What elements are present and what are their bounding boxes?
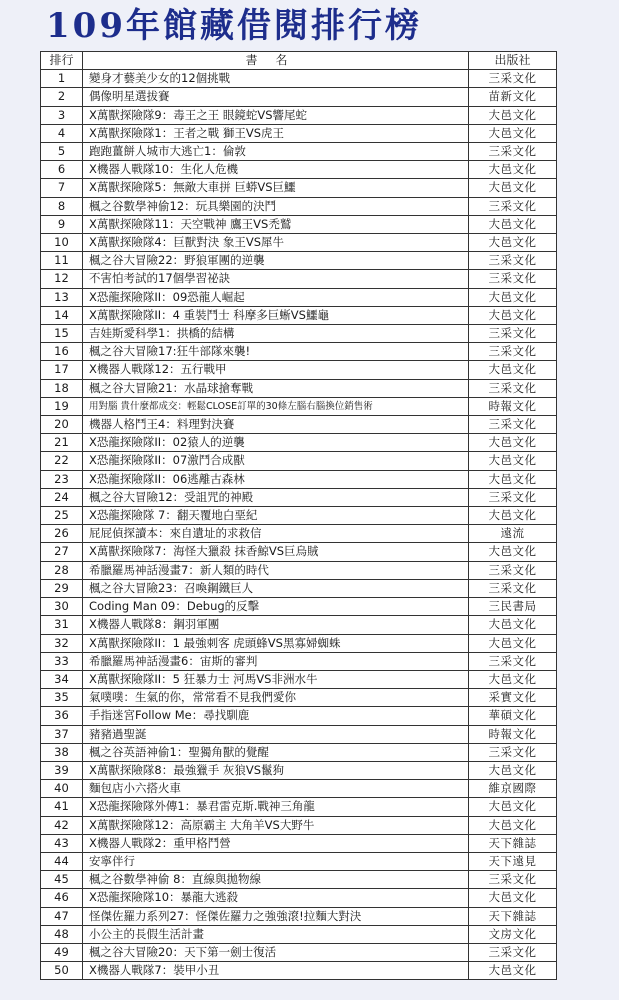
table-row (41, 507, 557, 525)
publisher-cell: 三采文化 (469, 143, 557, 161)
book-title-cell: 希臘羅馬神話漫畫6：宙斯的審判 (83, 652, 469, 670)
table-row (41, 106, 557, 124)
publisher-cell: 大邑文化 (469, 670, 557, 688)
publisher-cell: 大邑文化 (469, 434, 557, 452)
book-title-cell: X恐龍探險隊10：暴龍大逃殺 (83, 889, 469, 907)
book-title-cell: 楓之谷大冒險12：受詛咒的神殿 (83, 488, 469, 506)
book-title-cell: X恐龍探險隊II：09恐龍人崛起 (83, 288, 469, 306)
rank-cell: 21 (41, 434, 83, 452)
table-row (41, 470, 557, 488)
rank-cell: 4 (41, 124, 83, 142)
table-row (41, 634, 557, 652)
rank-cell: 48 (41, 925, 83, 943)
table-row (41, 889, 557, 907)
rank-cell: 24 (41, 488, 83, 506)
table-row (41, 962, 557, 980)
table-row (41, 725, 557, 743)
table-row (41, 488, 557, 506)
rank-cell: 32 (41, 634, 83, 652)
publisher-cell: 大邑文化 (469, 234, 557, 252)
book-title-cell: Coding Man 09：Debug的反擊 (83, 598, 469, 616)
rank-cell: 44 (41, 852, 83, 870)
publisher-cell: 大邑文化 (469, 161, 557, 179)
table-row (41, 689, 557, 707)
table-row (41, 834, 557, 852)
rank-cell: 33 (41, 652, 83, 670)
publisher-cell: 三采文化 (469, 325, 557, 343)
book-title-cell: 豬豬過聖誕 (83, 725, 469, 743)
book-title-cell: X恐龍探險隊II：06逃離古森林 (83, 470, 469, 488)
publisher-cell: 三采文化 (469, 416, 557, 434)
publisher-cell: 大邑文化 (469, 215, 557, 233)
book-title-cell: X萬獸探險隊1：王者之戰 獅王VS虎王 (83, 124, 469, 142)
publisher-cell: 大邑文化 (469, 616, 557, 634)
publisher-cell: 三采文化 (469, 252, 557, 270)
table-row (41, 215, 557, 233)
table-body (41, 70, 557, 980)
rank-cell: 3 (41, 106, 83, 124)
table-row (41, 325, 557, 343)
publisher-cell: 大邑文化 (469, 962, 557, 980)
table-row (41, 561, 557, 579)
table-row (41, 70, 557, 88)
rank-cell: 10 (41, 234, 83, 252)
publisher-cell: 三采文化 (469, 743, 557, 761)
rank-cell: 15 (41, 325, 83, 343)
book-title-cell: 楓之谷大冒險22：野狼軍團的逆襲 (83, 252, 469, 270)
table-row (41, 124, 557, 142)
book-title-cell: X萬獸探險隊7：海怪大獵殺 抹香鯨VS巨烏賊 (83, 543, 469, 561)
table-row (41, 306, 557, 324)
rank-cell: 18 (41, 379, 83, 397)
rank-cell: 43 (41, 834, 83, 852)
book-title-cell: 希臘羅馬神話漫畫7：新人類的時代 (83, 561, 469, 579)
book-title-cell: 楓之谷英語神偷1：聖獨角獸的覺醒 (83, 743, 469, 761)
table-row (41, 579, 557, 597)
book-title-cell: 麵包店小六搭火車 (83, 780, 469, 798)
publisher-cell: 三采文化 (469, 343, 557, 361)
publisher-cell: 三采文化 (469, 70, 557, 88)
book-title-cell: X萬獸探險隊8：最強獵手 灰狼VS鬣狗 (83, 761, 469, 779)
table-row (41, 852, 557, 870)
rank-cell: 1 (41, 70, 83, 88)
publisher-cell: 大邑文化 (469, 106, 557, 124)
rank-cell: 42 (41, 816, 83, 834)
table-row (41, 743, 557, 761)
rank-cell: 13 (41, 288, 83, 306)
publisher-cell: 大邑文化 (469, 361, 557, 379)
publisher-cell: 天下雜誌 (469, 834, 557, 852)
book-title-cell: 手指迷宮Follow Me：尋找馴鹿 (83, 707, 469, 725)
rank-cell: 23 (41, 470, 83, 488)
book-title-cell: 楓之谷大冒險21：水晶球搶奪戰 (83, 379, 469, 397)
table-row (41, 816, 557, 834)
publisher-cell: 三采文化 (469, 579, 557, 597)
publisher-cell: 三采文化 (469, 652, 557, 670)
publisher-cell: 大邑文化 (469, 543, 557, 561)
table-row (41, 707, 557, 725)
book-title-cell: X機器人戰隊12：五行戰甲 (83, 361, 469, 379)
rank-cell: 19 (41, 397, 83, 415)
table-row (41, 798, 557, 816)
publisher-cell: 大邑文化 (469, 288, 557, 306)
table-row (41, 780, 557, 798)
book-title-cell: X恐龍探險隊外傳1：暴君雷克斯.戰神三角龍 (83, 798, 469, 816)
publisher-cell: 采實文化 (469, 689, 557, 707)
publisher-cell: 大邑文化 (469, 798, 557, 816)
rank-cell: 8 (41, 197, 83, 215)
book-title-cell: X萬獸探險隊12：高原霸主 大角羊VS大野牛 (83, 816, 469, 834)
rank-cell: 9 (41, 215, 83, 233)
rank-cell: 11 (41, 252, 83, 270)
rank-cell: 7 (41, 179, 83, 197)
rank-cell: 46 (41, 889, 83, 907)
page-title: 109年館藏借閱排行榜 (46, 6, 422, 46)
table-row (41, 343, 557, 361)
publisher-cell: 維京國際 (469, 780, 557, 798)
rank-cell: 20 (41, 416, 83, 434)
publisher-cell: 天下遠見 (469, 852, 557, 870)
publisher-cell: 文房文化 (469, 925, 557, 943)
table-row (41, 907, 557, 925)
rank-cell: 47 (41, 907, 83, 925)
book-title-cell: X機器人戰隊10：生化人危機 (83, 161, 469, 179)
book-title-cell: 楓之谷大冒險20：天下第一劍士復活 (83, 943, 469, 961)
rank-cell: 2 (41, 88, 83, 106)
book-title-cell: 楓之谷數學神偷12：玩具樂園的決鬥 (83, 197, 469, 215)
publisher-cell: 大邑文化 (469, 889, 557, 907)
publisher-cell: 天下雜誌 (469, 907, 557, 925)
publisher-cell: 時報文化 (469, 725, 557, 743)
book-title-cell: 機器人格鬥王4：料理對決賽 (83, 416, 469, 434)
book-title-cell: 偶像明星選拔賽 (83, 88, 469, 106)
table-row (41, 143, 557, 161)
rank-cell: 17 (41, 361, 83, 379)
rank-cell: 50 (41, 962, 83, 980)
rank-cell: 37 (41, 725, 83, 743)
book-title-cell: X萬獸探險隊4：巨獸對決 象王VS犀牛 (83, 234, 469, 252)
table-row (41, 379, 557, 397)
ranking-table (40, 51, 557, 980)
publisher-cell: 三采文化 (469, 871, 557, 889)
rank-cell: 5 (41, 143, 83, 161)
book-title-cell: X萬獸探險隊9：毒王之王 眼鏡蛇VS響尾蛇 (83, 106, 469, 124)
rank-cell: 40 (41, 780, 83, 798)
book-title-cell: 變身才藝美少女的12個挑戰 (83, 70, 469, 88)
rank-cell: 6 (41, 161, 83, 179)
table-row (41, 925, 557, 943)
book-title-cell: X萬獸探險隊II：5 狂暴力士 河馬VS非洲水牛 (83, 670, 469, 688)
book-title-cell: 用對腦 貴什麼都成交：輕鬆CLOSE訂單的30條左腦右腦換位銷售術 (83, 397, 469, 415)
table-row (41, 270, 557, 288)
rank-cell: 25 (41, 507, 83, 525)
table-row (41, 434, 557, 452)
book-title-cell: 楓之谷大冒險17:狂牛部隊來襲! (83, 343, 469, 361)
book-title-cell: X機器人戰隊7：裝甲小丑 (83, 962, 469, 980)
rank-cell: 38 (41, 743, 83, 761)
book-title-cell: 吉娃斯愛科學1：拱橋的結構 (83, 325, 469, 343)
book-title-cell: 不害怕考試的17個學習祕訣 (83, 270, 469, 288)
book-title-cell: 安寧伴行 (83, 852, 469, 870)
publisher-cell: 遠流 (469, 525, 557, 543)
rank-cell: 35 (41, 689, 83, 707)
publisher-cell: 大邑文化 (469, 816, 557, 834)
publisher-cell: 大邑文化 (469, 634, 557, 652)
rank-column-header: 排行 (41, 52, 83, 70)
publisher-cell: 三民書局 (469, 598, 557, 616)
rank-cell: 12 (41, 270, 83, 288)
rank-cell: 26 (41, 525, 83, 543)
publisher-column-header: 出版社 (469, 52, 557, 70)
publisher-cell: 三采文化 (469, 197, 557, 215)
book-title-cell: 屁屁偵探讀本：來自遺址的求救信 (83, 525, 469, 543)
table-row (41, 943, 557, 961)
rank-cell: 45 (41, 871, 83, 889)
publisher-cell: 三采文化 (469, 943, 557, 961)
publisher-cell: 三采文化 (469, 270, 557, 288)
rank-cell: 41 (41, 798, 83, 816)
book-title-cell: 楓之谷數學神偷 8：直線與拋物線 (83, 871, 469, 889)
table-row (41, 161, 557, 179)
book-title-cell: 跑跑薑餅人城市大逃亡1：倫敦 (83, 143, 469, 161)
table-row (41, 397, 557, 415)
rank-cell: 39 (41, 761, 83, 779)
publisher-cell: 大邑文化 (469, 761, 557, 779)
publisher-cell: 大邑文化 (469, 124, 557, 142)
book-title-cell: 小公主的長假生活計畫 (83, 925, 469, 943)
table-row (41, 525, 557, 543)
book-title-cell: X恐龍探險隊II：02猿人的逆襲 (83, 434, 469, 452)
publisher-cell: 三采文化 (469, 561, 557, 579)
table-row (41, 598, 557, 616)
title-column-header: 書名 (83, 52, 469, 70)
table-row (41, 252, 557, 270)
book-title-cell: 氣噗噗：生氣的你，常常看不見我們愛你 (83, 689, 469, 707)
table-header-row (41, 52, 557, 70)
rank-cell: 49 (41, 943, 83, 961)
rank-cell: 22 (41, 452, 83, 470)
table-row (41, 361, 557, 379)
publisher-cell: 大邑文化 (469, 507, 557, 525)
table-row (41, 88, 557, 106)
table-row (41, 234, 557, 252)
table-row (41, 197, 557, 215)
publisher-cell: 三采文化 (469, 379, 557, 397)
rank-cell: 29 (41, 579, 83, 597)
table-row (41, 288, 557, 306)
rank-cell: 31 (41, 616, 83, 634)
table-row (41, 543, 557, 561)
table-row (41, 761, 557, 779)
publisher-cell: 大邑文化 (469, 179, 557, 197)
publisher-cell: 華碩文化 (469, 707, 557, 725)
rank-cell: 27 (41, 543, 83, 561)
rank-cell: 34 (41, 670, 83, 688)
table-row (41, 871, 557, 889)
rank-cell: 16 (41, 343, 83, 361)
book-title-cell: X恐龍探險隊II：07激鬥合成獸 (83, 452, 469, 470)
publisher-cell: 大邑文化 (469, 306, 557, 324)
book-title-cell: X恐龍探險隊 7：翻天覆地白堊紀 (83, 507, 469, 525)
rank-cell: 14 (41, 306, 83, 324)
table-row (41, 452, 557, 470)
book-title-cell: X萬獸探險隊11：天空戰神 鷹王VS禿鷲 (83, 215, 469, 233)
rank-cell: 30 (41, 598, 83, 616)
book-title-cell: X機器人戰隊8：鋼羽軍團 (83, 616, 469, 634)
rank-cell: 28 (41, 561, 83, 579)
book-title-cell: 怪傑佐羅力系列27：怪傑佐羅力之強強滾!拉麵大對決 (83, 907, 469, 925)
table-row (41, 416, 557, 434)
publisher-cell: 三采文化 (469, 488, 557, 506)
rank-cell: 36 (41, 707, 83, 725)
publisher-cell: 大邑文化 (469, 470, 557, 488)
publisher-cell: 時報文化 (469, 397, 557, 415)
book-title-cell: X萬獸探險隊II：4 重裝鬥士 科摩多巨蜥VS鱷龜 (83, 306, 469, 324)
table-row (41, 670, 557, 688)
table-row (41, 179, 557, 197)
publisher-cell: 苗新文化 (469, 88, 557, 106)
publisher-cell: 大邑文化 (469, 452, 557, 470)
book-title-cell: X萬獸探險隊II：1 最強刺客 虎頭蜂VS黑寡婦蜘蛛 (83, 634, 469, 652)
table-row (41, 616, 557, 634)
book-title-cell: X機器人戰隊2：重甲格鬥營 (83, 834, 469, 852)
book-title-cell: 楓之谷大冒險23：召喚鋼鐵巨人 (83, 579, 469, 597)
table-row (41, 652, 557, 670)
book-title-cell: X萬獸探險隊5：無敵大車拼 巨蟒VS巨鱷 (83, 179, 469, 197)
